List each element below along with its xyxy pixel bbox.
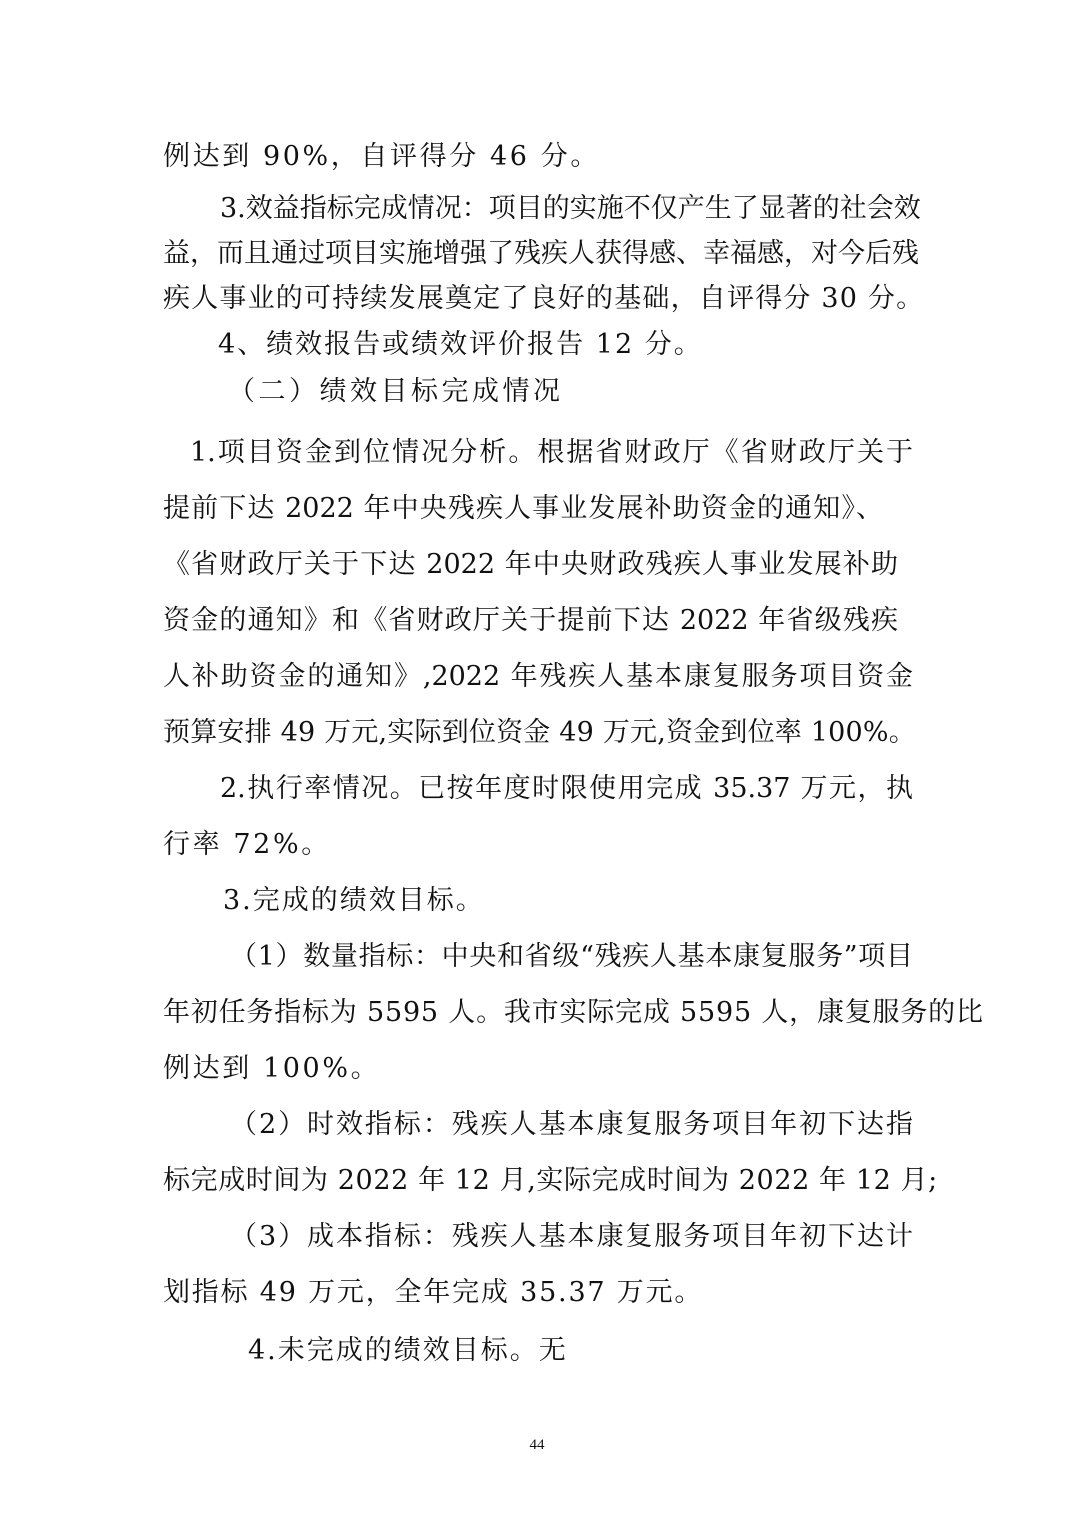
text-line: 例达到 100%。 [163, 1053, 381, 1084]
text-line: 3.完成的绩效目标。 [223, 885, 485, 916]
text-line: （1）数量指标：中央和省级“残疾人基本康复服务”项目 [230, 941, 913, 972]
text-line: 益，而且通过项目实施增强了残疾人获得感、幸福感，对今后残 [163, 238, 919, 269]
text-line: 行率 72%。 [163, 829, 331, 860]
text-line: 例达到 90%，自评得分 46 分。 [163, 141, 600, 172]
section-heading: （二）绩效目标完成情况 [228, 376, 564, 407]
text-line: 预算安排 49 万元,实际到位资金 49 万元,资金到位率 100%。 [163, 717, 916, 748]
text-line: 标完成时间为 2022 年 12 月,实际完成时间为 2022 年 12 月; [163, 1165, 938, 1196]
text-line: 划指标 49 万元，全年完成 35.37 万元。 [163, 1277, 704, 1308]
text-line: 资金的通知》和《省财政厅关于提前下达 2022 年省级残疾 [163, 605, 898, 636]
text-line: 疾人事业的可持续发展奠定了良好的基础，自评得分 30 分。 [163, 283, 925, 314]
text-line: 3.效益指标完成情况：项目的实施不仅产生了显著的社会效 [220, 193, 921, 224]
page-number: 44 [529, 1437, 545, 1453]
text-line: 《省财政厅关于下达 2022 年中央财政残疾人事业发展补助 [163, 549, 898, 580]
text-line: 提前下达 2022 年中央残疾人事业发展补助资金的通知》、 [163, 493, 883, 524]
text-line: （3）成本指标：残疾人基本康复服务项目年初下达计 [230, 1221, 913, 1252]
text-line: 4.未完成的绩效目标。无 [248, 1335, 568, 1366]
text-line: （2）时效指标：残疾人基本康复服务项目年初下达指 [230, 1109, 913, 1140]
text-line: 1.项目资金到位情况分析。根据省财政厅《省财政厅关于 [190, 437, 913, 468]
text-line: 人补助资金的通知》,2022 年残疾人基本康复服务项目资金 [163, 661, 913, 692]
text-line: 2.执行率情况。已按年度时限使用完成 35.37 万元，执 [220, 773, 913, 804]
text-line: 4、绩效报告或绩效评价报告 12 分。 [218, 329, 703, 360]
text-line: 年初任务指标为 5595 人。我市实际完成 5595 人，康复服务的比 [163, 997, 984, 1028]
